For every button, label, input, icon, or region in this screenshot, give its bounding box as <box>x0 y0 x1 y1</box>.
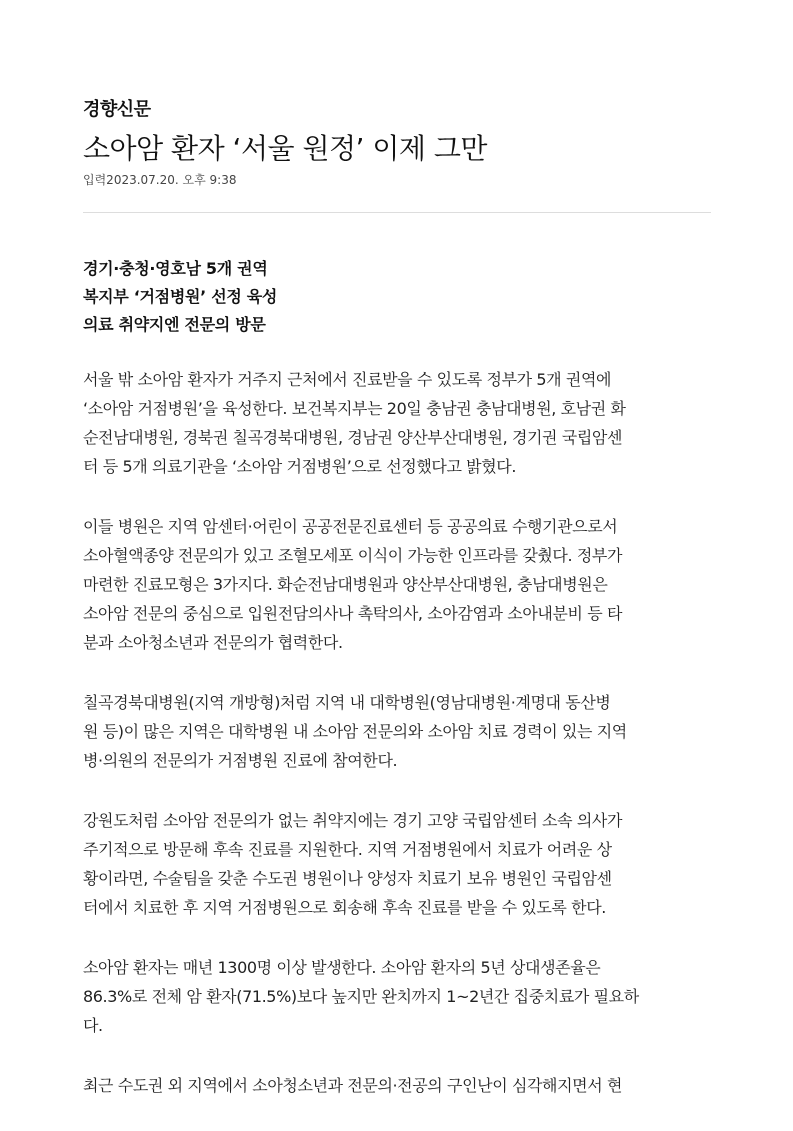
paragraph-line: 주기적으로 방문해 후속 진료를 지원한다. 지역 거점병원에서 치료가 어려운 상 <box>83 840 612 859</box>
header-divider <box>83 212 711 213</box>
paragraph-line: 병·의원의 전문의가 거점병원 진료에 참여한다. <box>83 751 398 770</box>
article-paragraph <box>83 1071 711 1100</box>
paragraph-line: 강원도처럼 소아암 전문의가 없는 취약지에는 경기 고양 국립암센터 소속 의사가 <box>83 811 623 830</box>
article-body <box>83 365 711 1131</box>
subhead-line: 복지부 ‘거점병원’ 선정 육성 <box>83 287 278 306</box>
paragraph-line: 원 등)이 많은 지역은 대학병원 내 소아암 전문의와 소아암 치료 경력이 있는 지역 <box>83 722 627 741</box>
article-paragraph <box>83 806 711 922</box>
publication-name: 경향신문 <box>83 99 151 120</box>
paragraph-line: 터 등 5개 의료기관을 ‘소아암 거점병원’으로 선정했다고 밝혔다. <box>83 457 517 476</box>
paragraph-line: 분과 소아청소년과 전문의가 협력한다. <box>83 633 343 652</box>
paragraph-line: 소아혈액종양 전문의가 있고 조혈모세포 이식이 가능한 인프라를 갖췄다. 정부가 <box>83 546 623 565</box>
article-dateline: 입력2023.07.20. 오후 9:38 <box>83 173 237 187</box>
paragraph-line: ‘소아암 거점병원’을 육성한다. 보건복지부는 20일 충남권 충남대병원, 호남권 화 <box>83 399 626 418</box>
article-paragraph <box>83 365 711 481</box>
article-paragraph <box>83 512 711 657</box>
article-headline: 소아암 환자 ‘서울 원정’ 이제 그만 <box>83 132 487 165</box>
paragraph-line: 소아암 환자는 매년 1300명 이상 발생한다. 소아암 환자의 5년 상대생존율은 <box>83 958 601 977</box>
paragraph-line: 황이라면, 수술팀을 갖춘 수도권 병원이나 양성자 치료기 보유 병원인 국립암센 <box>83 869 612 888</box>
paragraph-line: 서울 밖 소아암 환자가 거주지 근처에서 진료받을 수 있도록 정부가 5개 권역에 <box>83 370 612 389</box>
paragraph-line: 소아암 전문의 중심으로 입원전담의사나 촉탁의사, 소아감염과 소아내분비 등 타 <box>83 604 623 623</box>
paragraph-line: 터에서 치료한 후 지역 거점병원으로 회송해 후속 진료를 받을 수 있도록 한다. <box>83 898 606 917</box>
paragraph-line: 칠곡경북대병원(지역 개방형)처럼 지역 내 대학병원(영남대병원·계명대 동산병 <box>83 693 611 712</box>
article-paragraph <box>83 688 711 775</box>
article-paragraph <box>83 953 711 1040</box>
paragraph-line: 순전남대병원, 경북권 칠곡경북대병원, 경남권 양산부산대병원, 경기권 국립암센 <box>83 428 623 447</box>
article-subheads <box>83 255 711 339</box>
paragraph-line: 다. <box>83 1016 103 1035</box>
paragraph-line: 최근 수도권 외 지역에서 소아청소년과 전문의·전공의 구인난이 심각해지면서 현 <box>83 1076 623 1095</box>
paragraph-line: 마련한 진료모형은 3가지다. 화순전남대병원과 양산부산대병원, 충남대병원은 <box>83 575 608 594</box>
subhead-line: 의료 취약지엔 전문의 방문 <box>83 315 266 334</box>
paragraph-line: 86.3%로 전체 암 환자(71.5%)보다 높지만 완치까지 1~2년간 집중치료가 필요하 <box>83 987 639 1006</box>
paragraph-line: 이들 병원은 지역 암센터·어린이 공공전문진료센터 등 공공의료 수행기관으로서 <box>83 517 618 536</box>
subhead-line: 경기·충청·영호남 5개 권역 <box>83 259 268 278</box>
